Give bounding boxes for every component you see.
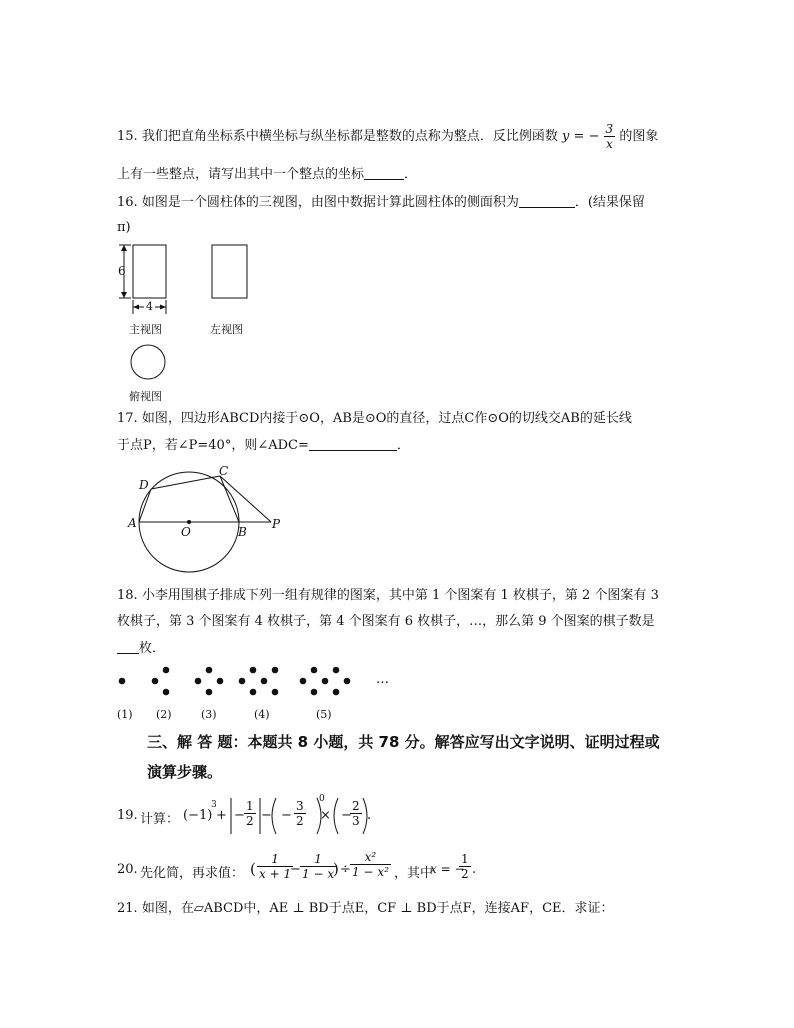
q18-answer-blank bbox=[117, 640, 139, 654]
q20-where: ，其中 bbox=[394, 866, 434, 881]
q20-paren-open: ( bbox=[250, 860, 256, 878]
q18-pattern-1 bbox=[119, 678, 126, 685]
q16-front-view bbox=[119, 245, 166, 314]
q19-abs-fraction bbox=[244, 799, 256, 828]
q21-number: 21. bbox=[117, 901, 138, 916]
q20-x-value-fraction bbox=[459, 852, 471, 881]
q17-answer-blank bbox=[309, 437, 397, 451]
q18-pattern-label-1: (1) bbox=[117, 708, 133, 721]
q19-p2-minus: − bbox=[281, 808, 292, 823]
q20-xv-denominator: 2 bbox=[461, 867, 469, 881]
q16-pi: π) bbox=[117, 220, 131, 235]
q18-pattern-3 bbox=[195, 667, 224, 696]
q15-number: 15. bbox=[117, 129, 138, 144]
q19-term1: (−1) bbox=[183, 808, 213, 823]
q18-pattern-label-5: (5) bbox=[316, 708, 332, 721]
q20-number: 20. bbox=[117, 862, 138, 877]
q18-line1 bbox=[117, 587, 659, 605]
q18-pattern-5 bbox=[300, 667, 351, 696]
q19-end: . bbox=[367, 808, 372, 823]
q17-label-b: B bbox=[238, 525, 247, 539]
q16-caption-front: 主视图 bbox=[129, 323, 162, 336]
q20-f1-numerator: 1 bbox=[257, 852, 293, 867]
q19-exponent2: 0 bbox=[319, 794, 325, 804]
q16-number: 16. bbox=[117, 195, 138, 210]
q16-dim-height: 6 bbox=[118, 264, 126, 278]
q15-line2-end: ． bbox=[404, 167, 418, 182]
q17-center-dot bbox=[187, 520, 191, 524]
q20-xv-numerator: 1 bbox=[461, 852, 469, 866]
q15-func-numerator: 3 bbox=[605, 122, 614, 136]
q18-pattern-label-2: (2) bbox=[156, 708, 172, 721]
q20-f2-denominator: 1 − x bbox=[302, 867, 335, 881]
q21-text: 如图，在▱ABCD中，AE ⊥ BD于点E，CF ⊥ BD于点F，连接AF，CE．求证： bbox=[141, 901, 614, 916]
q20-f3-numerator: x² bbox=[350, 850, 391, 865]
q17-label-d: D bbox=[139, 478, 149, 492]
q17-label-a: A bbox=[128, 516, 137, 530]
q19-p3-denominator: 3 bbox=[352, 814, 360, 828]
q18-line2 bbox=[117, 613, 655, 631]
q17-label-c: C bbox=[219, 464, 229, 478]
q21-line1 bbox=[117, 900, 614, 918]
q18-line3 bbox=[117, 640, 165, 658]
q15-text-end: 的图象 bbox=[619, 129, 659, 144]
q15-func-denominator: x bbox=[605, 137, 613, 151]
q18-text: 小李用围棋子排成下列一组有规律的图案，其中第 1 个图案有 1 枚棋子，第 2 个图案有 3 bbox=[141, 588, 659, 603]
q18-number: 18. bbox=[117, 588, 138, 603]
q16-dim-width: 4 bbox=[146, 300, 153, 313]
q15-func-lhs: y = − bbox=[561, 129, 600, 144]
q19-abs-numerator: 1 bbox=[246, 799, 254, 813]
q18-patterns bbox=[119, 667, 351, 696]
q19-plus: + bbox=[216, 808, 227, 823]
q19-times: × bbox=[320, 808, 331, 823]
q15-line2-text: 上有一些整点，请写出其中一个整点的坐标 bbox=[117, 167, 365, 182]
q19-p2-numerator: 3 bbox=[296, 799, 304, 813]
q17-figure bbox=[139, 472, 271, 572]
q17-line1 bbox=[117, 410, 632, 428]
q18-text-end: 枚． bbox=[139, 641, 166, 656]
q19-label: 计算： bbox=[140, 812, 180, 827]
q17-tangent-cp bbox=[220, 476, 271, 522]
q16-left-view bbox=[212, 245, 247, 298]
q20-x-equals: x = − bbox=[430, 862, 465, 876]
q16-top-view bbox=[131, 345, 165, 379]
q16-text-end: ．(结果保留 bbox=[574, 195, 645, 210]
q17-segment-cb bbox=[220, 476, 239, 522]
section-three-heading-line2: 演算步骤。 bbox=[147, 763, 223, 781]
section-three-heading-cont bbox=[147, 757, 222, 787]
q17-segment-dc bbox=[151, 476, 220, 489]
q19-p3-fraction bbox=[350, 799, 362, 828]
q18-pattern-label-4: (4) bbox=[254, 708, 270, 721]
q17-label-p: P bbox=[272, 517, 281, 531]
q20-divide: ÷ bbox=[340, 862, 351, 877]
q20-paren-close: ) bbox=[333, 860, 339, 878]
q15-text: 我们把直角坐标系中横坐标与纵坐标都是整数的点称为整点．反比例函数 bbox=[141, 129, 558, 144]
q19-exponent1: 3 bbox=[211, 800, 217, 810]
q17-segment-ad bbox=[139, 489, 151, 522]
q17-number: 17. bbox=[117, 411, 138, 426]
q19-abs-minus: − bbox=[234, 808, 245, 823]
q20-fraction-1 bbox=[257, 852, 293, 881]
q20-f2-numerator: 1 bbox=[300, 852, 336, 867]
q19-p3-numerator: 2 bbox=[352, 799, 360, 813]
q19-number: 19. bbox=[117, 808, 138, 823]
section-three-heading-line1: 三、解 答 题：本题共 8 小题，共 78 分。解答应写出文字说明、证明过程或 bbox=[147, 733, 660, 751]
q20-fraction-2 bbox=[300, 852, 336, 881]
q17-text: 如图，四边形ABCD内接于⊙O，AB是⊙O的直径，过点C作⊙O的切线交AB的延长线 bbox=[141, 411, 632, 426]
q19-p2-denominator: 2 bbox=[296, 814, 304, 828]
q19-p3-minus: − bbox=[341, 808, 352, 823]
q17-text-2: 于点P，若∠P=40°，则∠ADC= bbox=[117, 438, 309, 453]
q20-end: . bbox=[472, 862, 477, 877]
q19-minus: − bbox=[261, 808, 272, 823]
q17-line2 bbox=[117, 437, 410, 455]
q18-text-2: 枚棋子，第 3 个图案有 4 枚棋子，第 4 个图案有 6 枚棋子，…，那么第 9 个图案的棋子数是 bbox=[117, 614, 655, 629]
q17-label-o: O bbox=[181, 525, 191, 539]
q19-abs-denominator: 2 bbox=[246, 814, 254, 828]
q16-text: 如图是一个圆柱体的三视图，由图中数据计算此圆柱体的侧面积为 bbox=[141, 195, 519, 210]
q16-caption-top: 俯视图 bbox=[129, 390, 162, 403]
q18-ellipsis: … bbox=[376, 672, 389, 687]
q20-fraction-3 bbox=[350, 850, 391, 879]
q18-pattern-4 bbox=[239, 667, 279, 696]
q20-label: 先化简，再求值： bbox=[140, 866, 245, 881]
q20-f1-denominator: x + 1 bbox=[259, 867, 292, 881]
q18-pattern-2 bbox=[152, 667, 170, 696]
q18-pattern-label-3: (3) bbox=[201, 708, 217, 721]
section-three-heading bbox=[147, 727, 660, 757]
q20-f3-denominator: 1 − x² bbox=[352, 865, 389, 879]
q17-text-end: ． bbox=[396, 438, 410, 453]
q20-minus: − bbox=[290, 862, 301, 877]
q19-p2-fraction bbox=[294, 799, 306, 828]
q16-caption-left: 左视图 bbox=[210, 323, 243, 336]
